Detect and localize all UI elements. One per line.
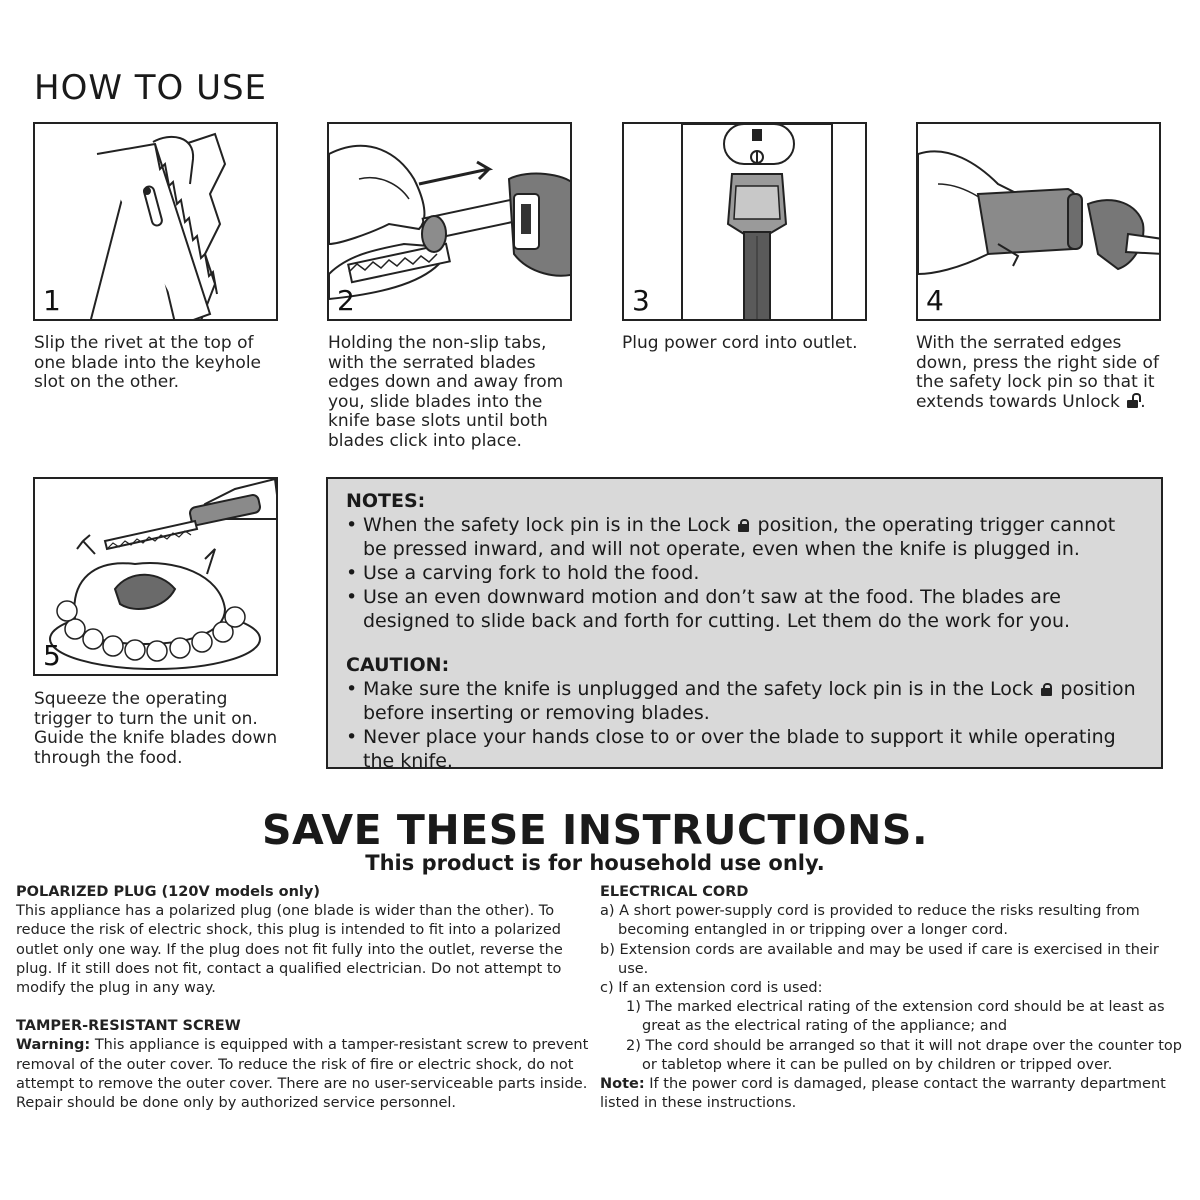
step-5-text: Squeeze the operating trigger to turn the unit on. Guide the knife blades down through the food.	[34, 689, 278, 768]
notes-item-3: • Use an even downward motion and don’t saw at the food. The blades are designed to slide back and forth for cutting. Let them do the work for you.	[346, 585, 1143, 633]
notes-item-1	[346, 513, 1143, 561]
caution-item-2: • Never place your hands close to or over the blade to support it while operating the knife.	[346, 725, 1143, 773]
lock-icon	[1041, 683, 1052, 696]
notes-item-1-before: When the safety lock pin is in the Lock	[363, 514, 731, 536]
polarized-plug-heading: POLARIZED PLUG (120V models only)	[16, 884, 320, 900]
note-label: Note:	[600, 1076, 645, 1093]
caution-list	[346, 677, 1143, 773]
cord-sub-item-1: 1) The marked electrical rating of the extension cord should be at least as great as the electrical rating of the appliance; and	[626, 999, 1165, 1035]
left-column	[16, 883, 596, 1113]
step-3-illustration	[622, 122, 867, 321]
unlock-icon	[1127, 395, 1138, 408]
safety-lock-illustration	[918, 124, 1161, 321]
cord-item-b: b) Extension cords are available and may be used if care is exercised in their use.	[600, 941, 1159, 977]
step-1-illustration	[33, 122, 278, 321]
step-2-illustration	[327, 122, 572, 321]
notes-caution-box	[326, 477, 1163, 772]
step-2-text: Holding the non-slip tabs, with the serrated blades edges down and away from you, slide blades into the knife base slots until both blades click into place.	[328, 333, 564, 451]
cord-item-a: a) A short power-supply cord is provided to reduce the risks resulting from becoming entangled in or tripping over a longer cord.	[600, 903, 1140, 939]
cord-note	[600, 1075, 1185, 1113]
tamper-screw-heading: TAMPER-RESISTANT SCREW	[16, 1018, 241, 1035]
step-1-text: Slip the rivet at the top of one blade into the keyhole slot on the other.	[34, 333, 262, 392]
step-5-illustration	[33, 477, 278, 676]
step-2-number: 2	[337, 284, 355, 317]
notes-item-1-after: position, the operating trigger cannot be pressed inward, and will not operate, even when the knife is plugged in.	[363, 514, 1116, 560]
polarized-plug-text: This appliance has a polarized plug (one blade is wider than the other). To reduce the risk of electric shock, this plug is intended to fit into a polarized outlet only one way. If the plug does not fit fully into the outlet, reverse the plug. If it still does not fit, contact a qualified electrician. Do not attempt to modify the plug in any way.	[16, 903, 563, 997]
page-title: HOW TO USE	[34, 68, 268, 108]
carving-turkey-illustration	[35, 479, 278, 676]
caution-item-1	[346, 677, 1143, 725]
save-instructions-title: SAVE THESE INSTRUCTIONS.	[261, 806, 929, 854]
step-4-number: 4	[926, 284, 944, 317]
notes-list	[346, 513, 1143, 633]
step-4-text	[916, 334, 1164, 412]
tamper-screw-paragraph	[16, 1036, 596, 1113]
caution-item-1-after: position before inserting or removing blades.	[363, 678, 1136, 724]
step-1-number: 1	[43, 284, 61, 317]
household-use-subtitle: This product is for household use only.	[365, 851, 825, 875]
caution-heading: CAUTION:	[346, 654, 450, 676]
cord-item-c: c) If an extension cord is used:	[600, 980, 823, 997]
notes-heading: NOTES:	[346, 490, 426, 512]
tamper-screw-text: This appliance is equipped with a tamper-resistant screw to prevent removal of the outer cover. To reduce the risk of fire or electric shock, do not attempt to remove the outer cover. There are no user-serviceable parts inside. Repair should be done only by authorized service personnel.	[16, 1037, 589, 1112]
step-5-number: 5	[43, 639, 61, 672]
step-3-number: 3	[632, 284, 650, 317]
step-4-illustration	[916, 122, 1161, 321]
lock-icon	[738, 519, 749, 532]
step-4-text-main: With the serrated edges down, press the right side of the safety lock pin so that it extends towards Unlock	[916, 333, 1159, 412]
caution-item-1-before: Make sure the knife is unplugged and the safety lock pin is in the Lock	[363, 678, 1034, 700]
warning-label: Warning:	[16, 1037, 91, 1054]
cord-sub-item-2: 2) The cord should be arranged so that it will not drape over the counter top or tabletop where it can be pulled on by children or tripped over.	[626, 1037, 1182, 1073]
electrical-cord-heading: ELECTRICAL CORD	[600, 884, 749, 900]
outlet-plug-illustration	[624, 124, 867, 321]
notes-item-2: • Use a carving fork to hold the food.	[346, 561, 1143, 585]
right-column	[600, 883, 1185, 1113]
step-4-text-end: .	[1140, 391, 1146, 412]
blades-rivet-illustration	[35, 124, 278, 321]
cord-note-text: If the power cord is damaged, please contact the warranty department listed in these instructions.	[600, 1076, 1166, 1112]
step-3-text: Plug power cord into outlet.	[622, 333, 858, 353]
insert-blades-illustration	[329, 124, 572, 321]
